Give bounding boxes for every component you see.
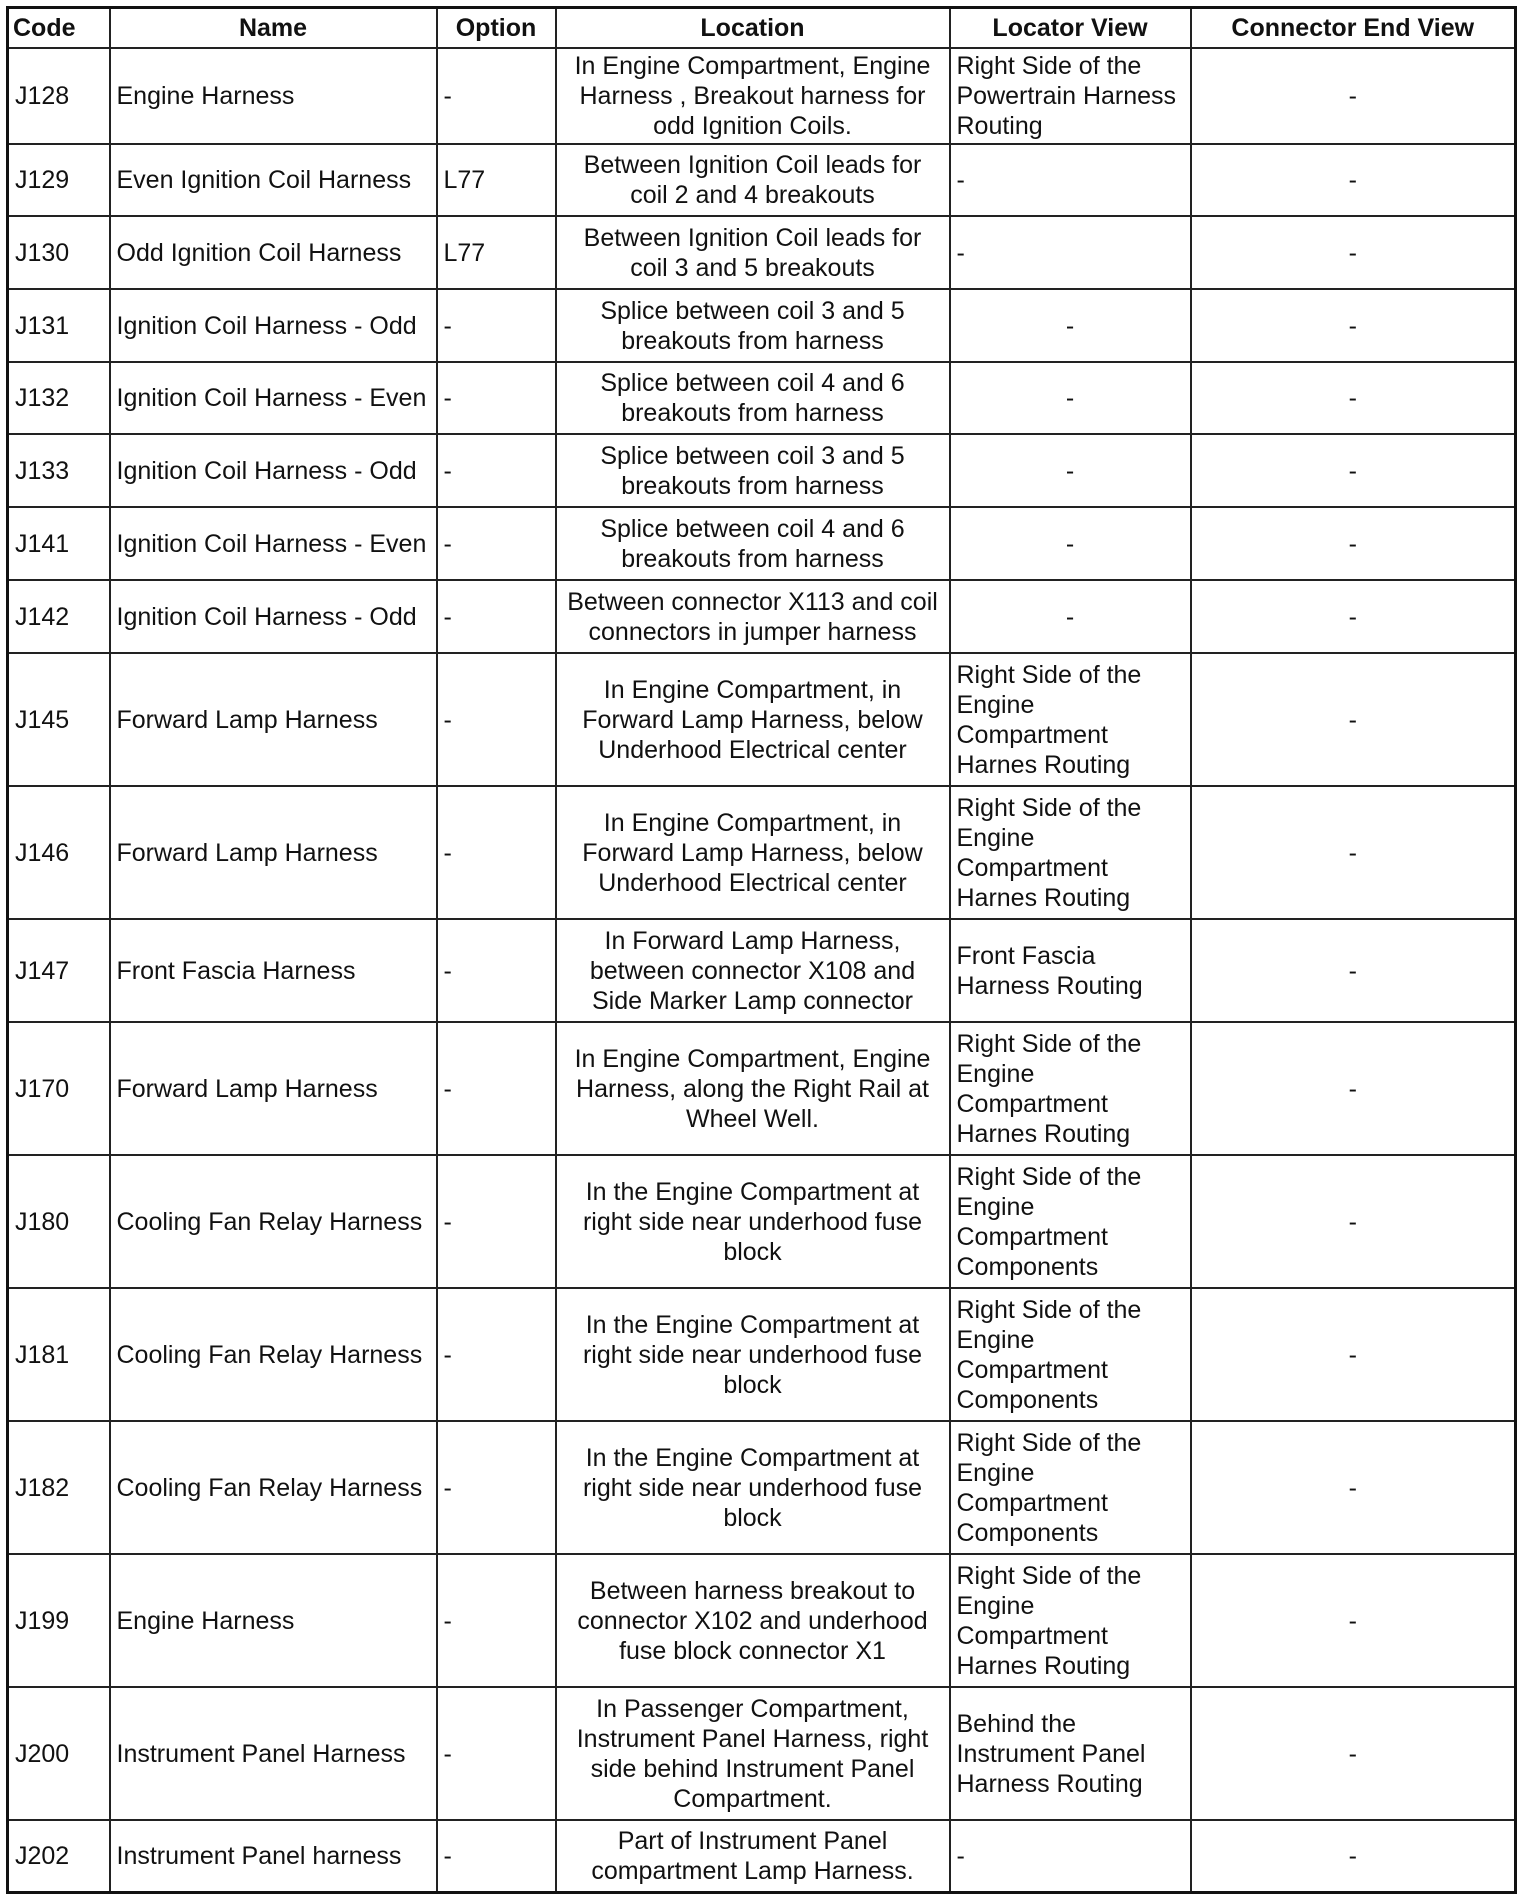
connector-table-page	[6, 6, 1514, 1892]
cell-name: Cooling Fan Relay Harness	[110, 1288, 437, 1421]
header-connector-end-view: Connector End View	[1191, 8, 1516, 49]
cell-name: Engine Harness	[110, 48, 437, 144]
cell-name: Engine Harness	[110, 1554, 437, 1687]
cell-locator-view: -	[950, 507, 1191, 580]
cell-connector-end-view: -	[1191, 1687, 1516, 1820]
cell-location: Part of Instrument Panel compartment Lamp Harness.	[556, 1820, 950, 1892]
cell-name: Forward Lamp Harness	[110, 653, 437, 786]
table-row	[8, 1288, 1516, 1421]
cell-name: Forward Lamp Harness	[110, 1022, 437, 1155]
cell-location: In Engine Compartment, in Forward Lamp Harness, below Underhood Electrical center	[556, 653, 950, 786]
cell-name: Instrument Panel harness	[110, 1820, 437, 1892]
cell-connector-end-view: -	[1191, 1421, 1516, 1554]
cell-location: Between Ignition Coil leads for coil 3 and 5 breakouts	[556, 216, 950, 289]
cell-name: Forward Lamp Harness	[110, 786, 437, 919]
cell-locator-view: -	[950, 580, 1191, 653]
cell-connector-end-view: -	[1191, 1022, 1516, 1155]
cell-name: Even Ignition Coil Harness	[110, 144, 437, 216]
cell-locator-view: Right Side of the Engine Compartment Components	[950, 1421, 1191, 1554]
cell-connector-end-view: -	[1191, 434, 1516, 507]
cell-locator-view: Right Side of the Engine Compartment Components	[950, 1155, 1191, 1288]
table-row	[8, 289, 1516, 362]
table-row	[8, 144, 1516, 216]
cell-code: J181	[8, 1288, 110, 1421]
table-row	[8, 1687, 1516, 1820]
cell-location: In the Engine Compartment at right side near underhood fuse block	[556, 1288, 950, 1421]
cell-locator-view: -	[950, 216, 1191, 289]
cell-locator-view: Right Side of the Engine Compartment Harnes Routing	[950, 653, 1191, 786]
cell-connector-end-view: -	[1191, 1155, 1516, 1288]
header-row	[8, 8, 1516, 49]
cell-code: J130	[8, 216, 110, 289]
cell-location: In Passenger Compartment, Instrument Panel Harness, right side behind Instrument Panel Compartment.	[556, 1687, 950, 1820]
cell-connector-end-view: -	[1191, 653, 1516, 786]
cell-option: -	[437, 1022, 556, 1155]
cell-option: -	[437, 653, 556, 786]
cell-connector-end-view: -	[1191, 507, 1516, 580]
cell-option: L77	[437, 216, 556, 289]
cell-name: Cooling Fan Relay Harness	[110, 1155, 437, 1288]
cell-locator-view: Right Side of the Engine Compartment Harnes Routing	[950, 1022, 1191, 1155]
cell-connector-end-view: -	[1191, 144, 1516, 216]
cell-connector-end-view: -	[1191, 362, 1516, 434]
header-code: Code	[8, 8, 110, 49]
cell-name: Ignition Coil Harness - Odd	[110, 289, 437, 362]
cell-location: Between harness breakout to connector X102 and underhood fuse block connector X1	[556, 1554, 950, 1687]
cell-option: L77	[437, 144, 556, 216]
cell-code: J180	[8, 1155, 110, 1288]
cell-connector-end-view: -	[1191, 786, 1516, 919]
table-row	[8, 1421, 1516, 1554]
cell-location: Between connector X113 and coil connectors in jumper harness	[556, 580, 950, 653]
cell-connector-end-view: -	[1191, 289, 1516, 362]
cell-location: In Engine Compartment, Engine Harness, along the Right Rail at Wheel Well.	[556, 1022, 950, 1155]
cell-code: J200	[8, 1687, 110, 1820]
cell-location: In the Engine Compartment at right side near underhood fuse block	[556, 1421, 950, 1554]
cell-option: -	[437, 1421, 556, 1554]
header-locator-view: Locator View	[950, 8, 1191, 49]
cell-connector-end-view: -	[1191, 216, 1516, 289]
cell-locator-view: -	[950, 144, 1191, 216]
cell-name: Ignition Coil Harness - Odd	[110, 434, 437, 507]
cell-locator-view: Right Side of the Engine Compartment Components	[950, 1288, 1191, 1421]
header-location: Location	[556, 8, 950, 49]
cell-option: -	[437, 1155, 556, 1288]
cell-code: J129	[8, 144, 110, 216]
cell-name: Instrument Panel Harness	[110, 1687, 437, 1820]
table-row	[8, 919, 1516, 1022]
cell-code: J131	[8, 289, 110, 362]
table-row	[8, 434, 1516, 507]
cell-locator-view: Behind the Instrument Panel Harness Routing	[950, 1687, 1191, 1820]
cell-option: -	[437, 580, 556, 653]
cell-connector-end-view: -	[1191, 1554, 1516, 1687]
cell-option: -	[437, 1554, 556, 1687]
table-row	[8, 1022, 1516, 1155]
cell-code: J147	[8, 919, 110, 1022]
cell-option: -	[437, 362, 556, 434]
table-row	[8, 507, 1516, 580]
cell-option: -	[437, 786, 556, 919]
cell-name: Odd Ignition Coil Harness	[110, 216, 437, 289]
cell-location: Between Ignition Coil leads for coil 2 and 4 breakouts	[556, 144, 950, 216]
cell-option: -	[437, 919, 556, 1022]
cell-connector-end-view: -	[1191, 1288, 1516, 1421]
cell-code: J142	[8, 580, 110, 653]
cell-code: J128	[8, 48, 110, 144]
cell-name: Ignition Coil Harness - Even	[110, 507, 437, 580]
cell-locator-view: -	[950, 1820, 1191, 1892]
cell-code: J146	[8, 786, 110, 919]
cell-name: Ignition Coil Harness - Odd	[110, 580, 437, 653]
cell-option: -	[437, 507, 556, 580]
cell-code: J132	[8, 362, 110, 434]
cell-name: Ignition Coil Harness - Even	[110, 362, 437, 434]
cell-location: Splice between coil 4 and 6 breakouts from harness	[556, 362, 950, 434]
cell-option: -	[437, 1687, 556, 1820]
cell-locator-view: Right Side of the Powertrain Harness Routing	[950, 48, 1191, 144]
cell-name: Front Fascia Harness	[110, 919, 437, 1022]
header-name: Name	[110, 8, 437, 49]
cell-locator-view: -	[950, 362, 1191, 434]
cell-connector-end-view: -	[1191, 1820, 1516, 1892]
cell-code: J170	[8, 1022, 110, 1155]
cell-option: -	[437, 48, 556, 144]
cell-code: J182	[8, 1421, 110, 1554]
table-row	[8, 1820, 1516, 1892]
connector-table	[6, 6, 1517, 1894]
cell-locator-view: Right Side of the Engine Compartment Harnes Routing	[950, 786, 1191, 919]
cell-location: Splice between coil 3 and 5 breakouts from harness	[556, 289, 950, 362]
header-option: Option	[437, 8, 556, 49]
cell-locator-view: -	[950, 289, 1191, 362]
table-row	[8, 786, 1516, 919]
cell-locator-view: Front Fascia Harness Routing	[950, 919, 1191, 1022]
table-row	[8, 653, 1516, 786]
cell-location: In Forward Lamp Harness, between connector X108 and Side Marker Lamp connector	[556, 919, 950, 1022]
cell-location: In the Engine Compartment at right side near underhood fuse block	[556, 1155, 950, 1288]
cell-code: J199	[8, 1554, 110, 1687]
cell-location: Splice between coil 3 and 5 breakouts from harness	[556, 434, 950, 507]
cell-code: J141	[8, 507, 110, 580]
cell-option: -	[437, 289, 556, 362]
cell-connector-end-view: -	[1191, 919, 1516, 1022]
cell-option: -	[437, 434, 556, 507]
cell-name: Cooling Fan Relay Harness	[110, 1421, 437, 1554]
cell-location: Splice between coil 4 and 6 breakouts from harness	[556, 507, 950, 580]
cell-connector-end-view: -	[1191, 580, 1516, 653]
table-row	[8, 48, 1516, 144]
table-row	[8, 216, 1516, 289]
cell-locator-view: -	[950, 434, 1191, 507]
cell-code: J133	[8, 434, 110, 507]
cell-code: J145	[8, 653, 110, 786]
cell-location: In Engine Compartment, in Forward Lamp Harness, below Underhood Electrical center	[556, 786, 950, 919]
cell-code: J202	[8, 1820, 110, 1892]
cell-location: In Engine Compartment, Engine Harness , Breakout harness for odd Ignition Coils.	[556, 48, 950, 144]
cell-locator-view: Right Side of the Engine Compartment Harnes Routing	[950, 1554, 1191, 1687]
cell-connector-end-view: -	[1191, 48, 1516, 144]
table-row	[8, 1155, 1516, 1288]
table-row	[8, 362, 1516, 434]
cell-option: -	[437, 1820, 556, 1892]
cell-option: -	[437, 1288, 556, 1421]
table-row	[8, 580, 1516, 653]
table-row	[8, 1554, 1516, 1687]
